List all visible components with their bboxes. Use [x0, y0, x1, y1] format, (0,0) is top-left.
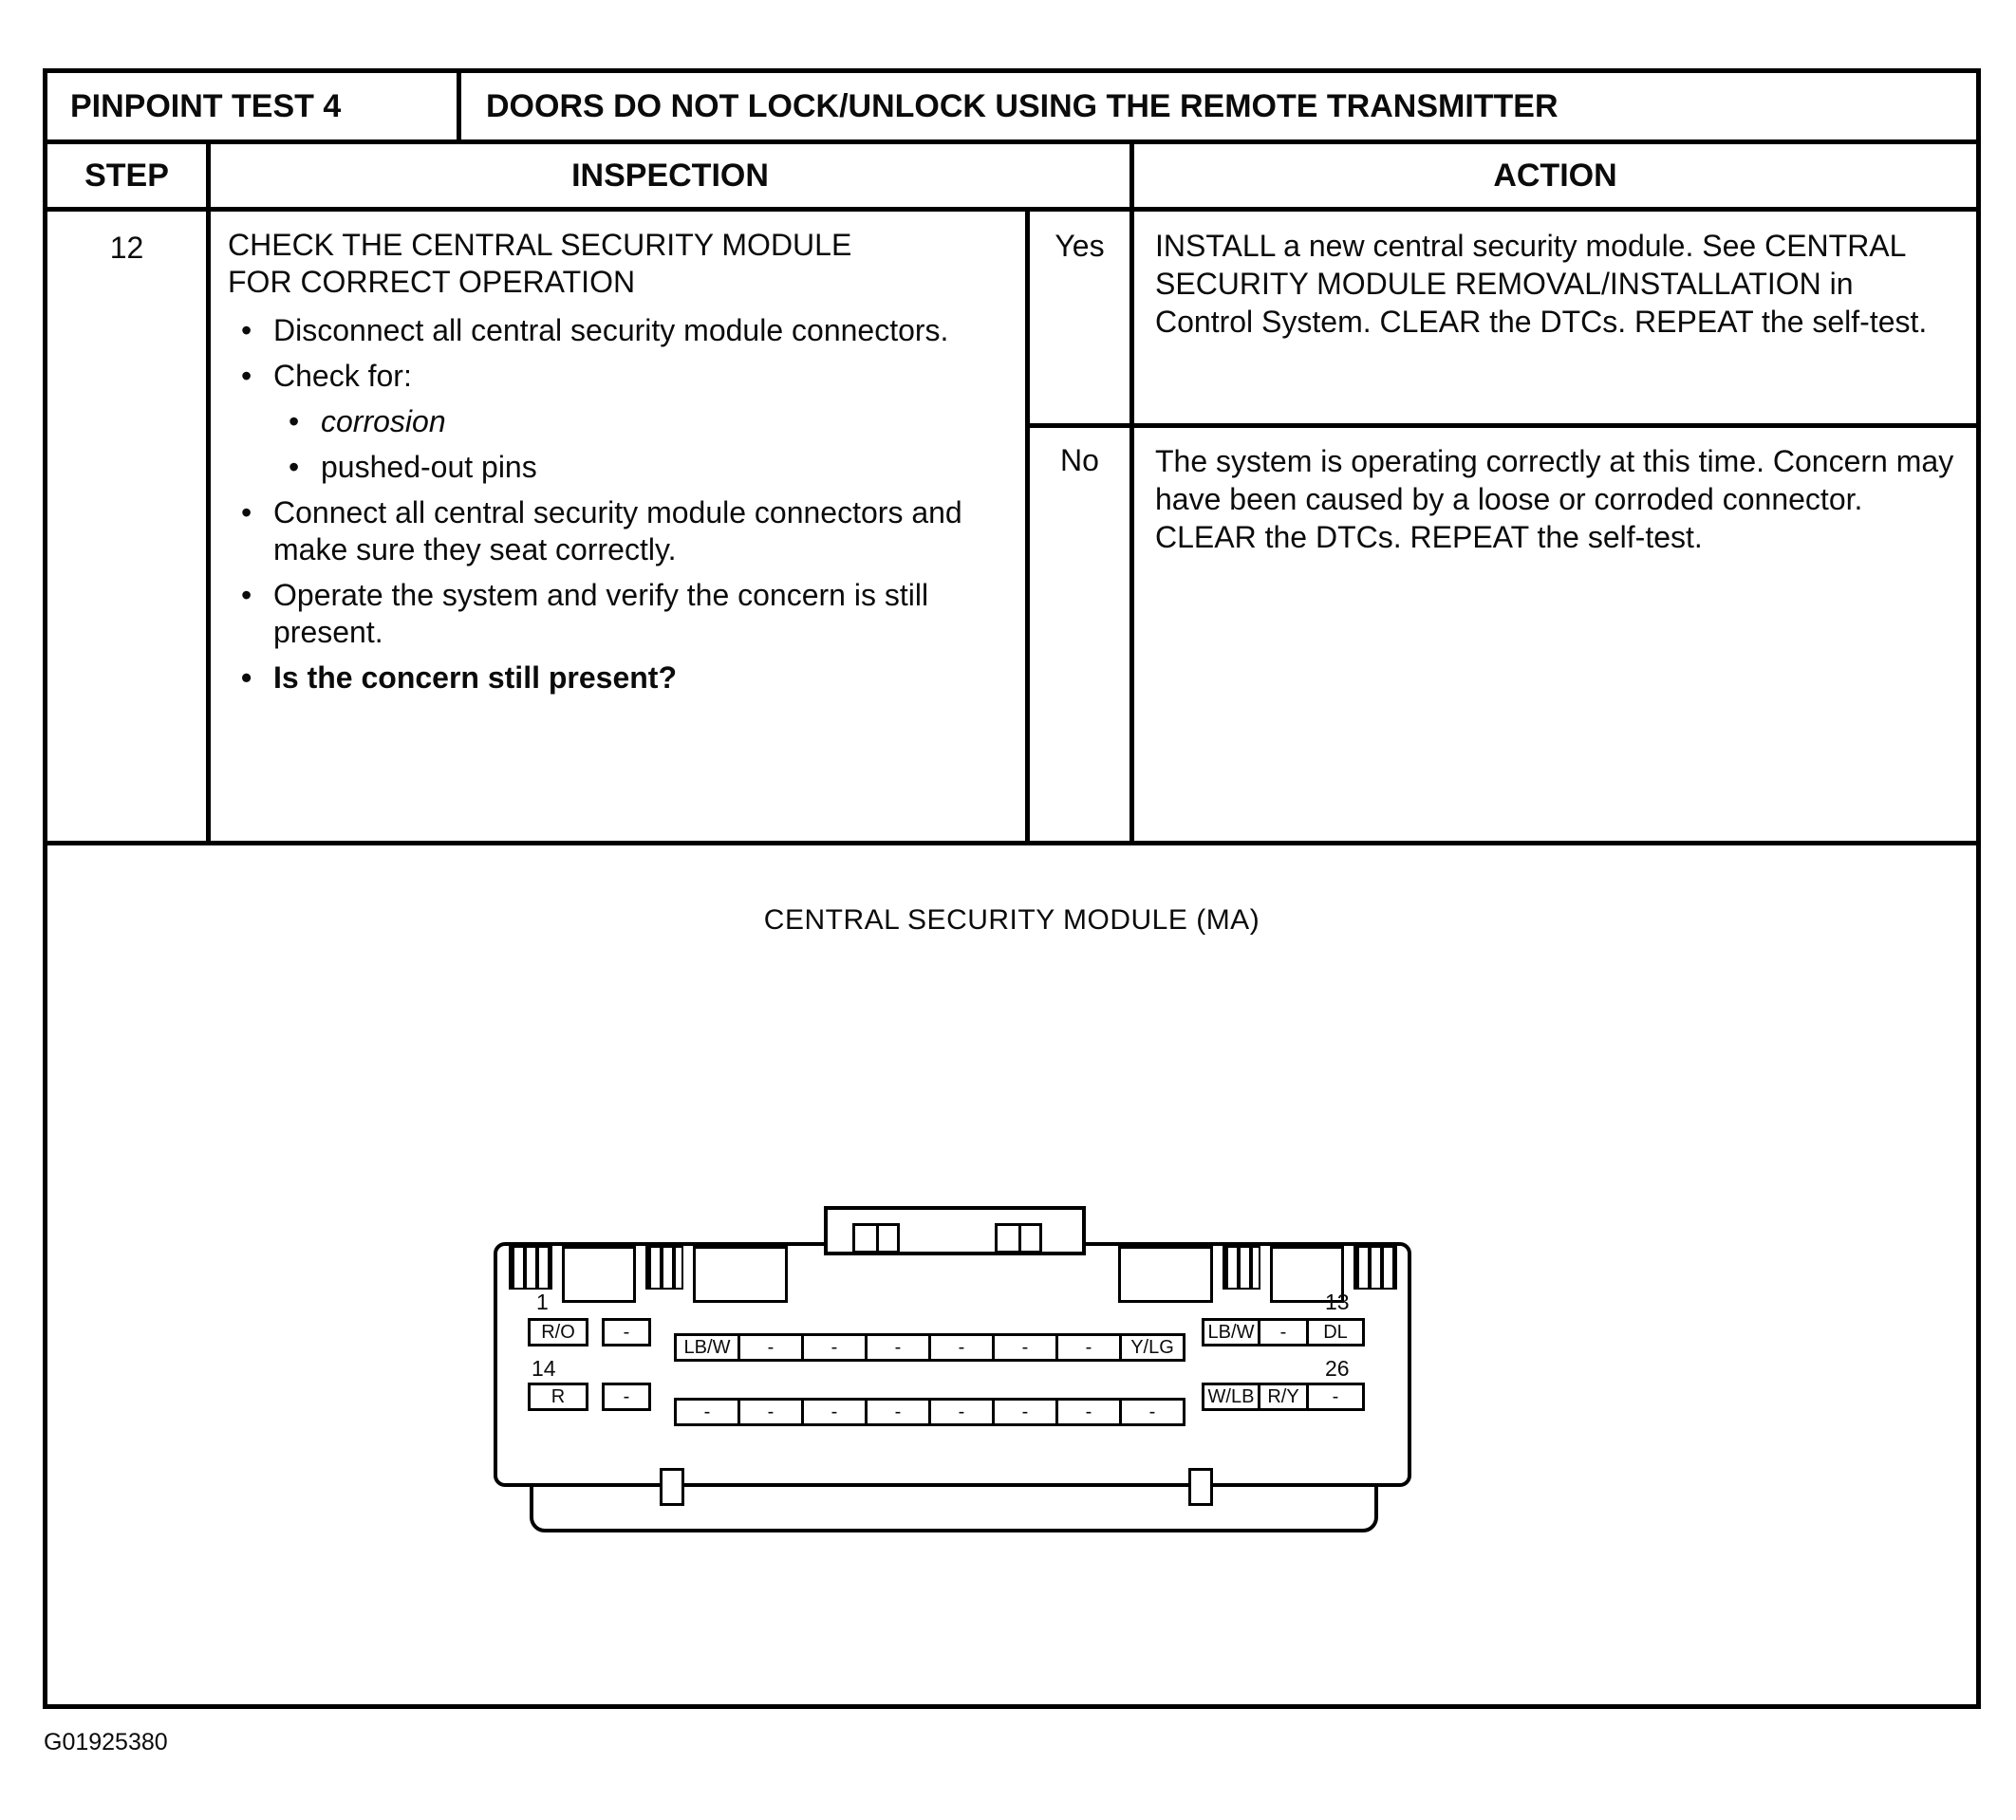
pin-box: - — [801, 1333, 868, 1362]
column-header-row — [47, 144, 1976, 212]
col-header-inspection: INSPECTION — [211, 144, 1134, 207]
keyway-hatch — [645, 1246, 683, 1290]
step-number: 12 — [47, 212, 211, 841]
list-item-text: Check for: — [273, 359, 412, 394]
list-item — [228, 449, 1012, 486]
pin-box: - — [1119, 1398, 1185, 1426]
pin-box: - — [992, 1333, 1058, 1362]
result-no: No — [1030, 428, 1134, 841]
pin-row-right-bottom — [1202, 1383, 1365, 1411]
pin-box: - — [801, 1398, 868, 1426]
pin-box: - — [928, 1398, 995, 1426]
pin-box: - — [1258, 1318, 1309, 1346]
diagram-title: CENTRAL SECURITY MODULE (MA) — [763, 904, 1260, 936]
keyway-box — [693, 1246, 788, 1303]
latch-notch — [852, 1223, 900, 1254]
pin-box: R — [528, 1383, 588, 1411]
pin-box: - — [1055, 1398, 1122, 1426]
pin-number-1: 1 — [536, 1290, 549, 1314]
col-header-step: STEP — [47, 144, 211, 207]
col-header-action: ACTION — [1493, 157, 1617, 194]
pin-box: - — [674, 1398, 740, 1426]
keyway-hatch — [1223, 1246, 1260, 1290]
list-item — [228, 312, 1012, 349]
pin-box: DL — [1306, 1318, 1365, 1346]
list-item — [228, 403, 1012, 440]
pin-box: - — [928, 1333, 995, 1362]
list-item-text: Operate the system and verify the concern is still present. — [273, 578, 929, 650]
list-item — [228, 358, 1012, 395]
connector-tab — [660, 1468, 684, 1506]
pin-box: - — [992, 1398, 1058, 1426]
pinpoint-test-label: PINPOINT TEST 4 — [47, 73, 461, 139]
pin-box: Y/LG — [1119, 1333, 1185, 1362]
pin-box: - — [865, 1398, 931, 1426]
pin-row-center-bottom — [674, 1398, 1185, 1426]
connector-latch — [824, 1206, 1086, 1255]
inspection-cell — [211, 212, 1030, 841]
bullet-icon: • — [289, 450, 300, 485]
pin-row-right-top — [1202, 1318, 1365, 1346]
keyway-box — [1118, 1246, 1213, 1303]
list-item — [228, 494, 1012, 568]
table-row — [47, 212, 1976, 845]
list-item-text: pushed-out pins — [321, 450, 537, 485]
pin-box: - — [737, 1333, 804, 1362]
keyway-hatch — [1353, 1246, 1397, 1290]
list-item-text: corrosion — [321, 404, 446, 439]
pinpoint-test-title: DOORS DO NOT LOCK/UNLOCK USING THE REMOTE TRANSMITTER — [486, 87, 1559, 124]
bullet-icon: • — [241, 495, 252, 530]
bullet-icon: • — [241, 359, 252, 394]
table-title-row — [47, 73, 1976, 144]
bullet-icon: • — [241, 313, 252, 348]
pin-row-left-bottom — [528, 1383, 651, 1411]
list-item-question — [228, 659, 1012, 696]
pin-row-center-top — [674, 1333, 1185, 1362]
pin-number-13: 13 — [1325, 1290, 1350, 1314]
pin-box: - — [602, 1318, 651, 1346]
pin-box: - — [602, 1383, 651, 1411]
action-no-text: The system is operating correctly at this time. Concern may have been caused by a loose or corroded connector. CLEAR the DTCs. REPEAT the self-test. — [1155, 444, 1954, 554]
bullet-icon: • — [241, 578, 252, 613]
pin-number-14: 14 — [532, 1356, 556, 1381]
inspection-title: CHECK THE CENTRAL SECURITY MODULE FOR CORRECT OPERATION — [228, 228, 852, 300]
connector-bottom-plate — [530, 1479, 1378, 1532]
pin-box: - — [865, 1333, 931, 1362]
list-item-text: Connect all central security module connectors and make sure they seat correctly. — [273, 495, 962, 567]
pin-box: - — [737, 1398, 804, 1426]
pin-box: LB/W — [674, 1333, 740, 1362]
pin-row-left-top — [528, 1318, 651, 1346]
connector-tab — [1188, 1468, 1213, 1506]
pin-number-26: 26 — [1325, 1356, 1350, 1381]
connector-diagram-cell — [47, 845, 1976, 1704]
list-item-text: Is the concern still present? — [273, 660, 677, 696]
pin-box: LB/W — [1202, 1318, 1260, 1346]
pin-box: - — [1055, 1333, 1122, 1362]
bullet-icon: • — [289, 404, 300, 439]
keyway-box — [562, 1246, 636, 1303]
pin-box: W/LB — [1202, 1383, 1260, 1411]
figure-id: G01925380 — [44, 1729, 168, 1755]
latch-notch — [995, 1223, 1042, 1254]
list-item-text: Disconnect all central security module connectors. — [273, 313, 949, 348]
keyway-hatch — [509, 1246, 552, 1290]
pinpoint-test-table — [43, 68, 1981, 1709]
bullet-icon: • — [241, 660, 252, 696]
result-yes: Yes — [1030, 212, 1134, 428]
pin-box: R/O — [528, 1318, 588, 1346]
list-item — [228, 577, 1012, 651]
pin-box: - — [1306, 1383, 1365, 1411]
pin-box: R/Y — [1258, 1383, 1309, 1411]
action-yes-text: INSTALL a new central security module. See CENTRAL SECURITY MODULE REMOVAL/INSTALLATION in Control System. CLEAR the DTCs. REPEAT the self-test. — [1134, 212, 1976, 428]
